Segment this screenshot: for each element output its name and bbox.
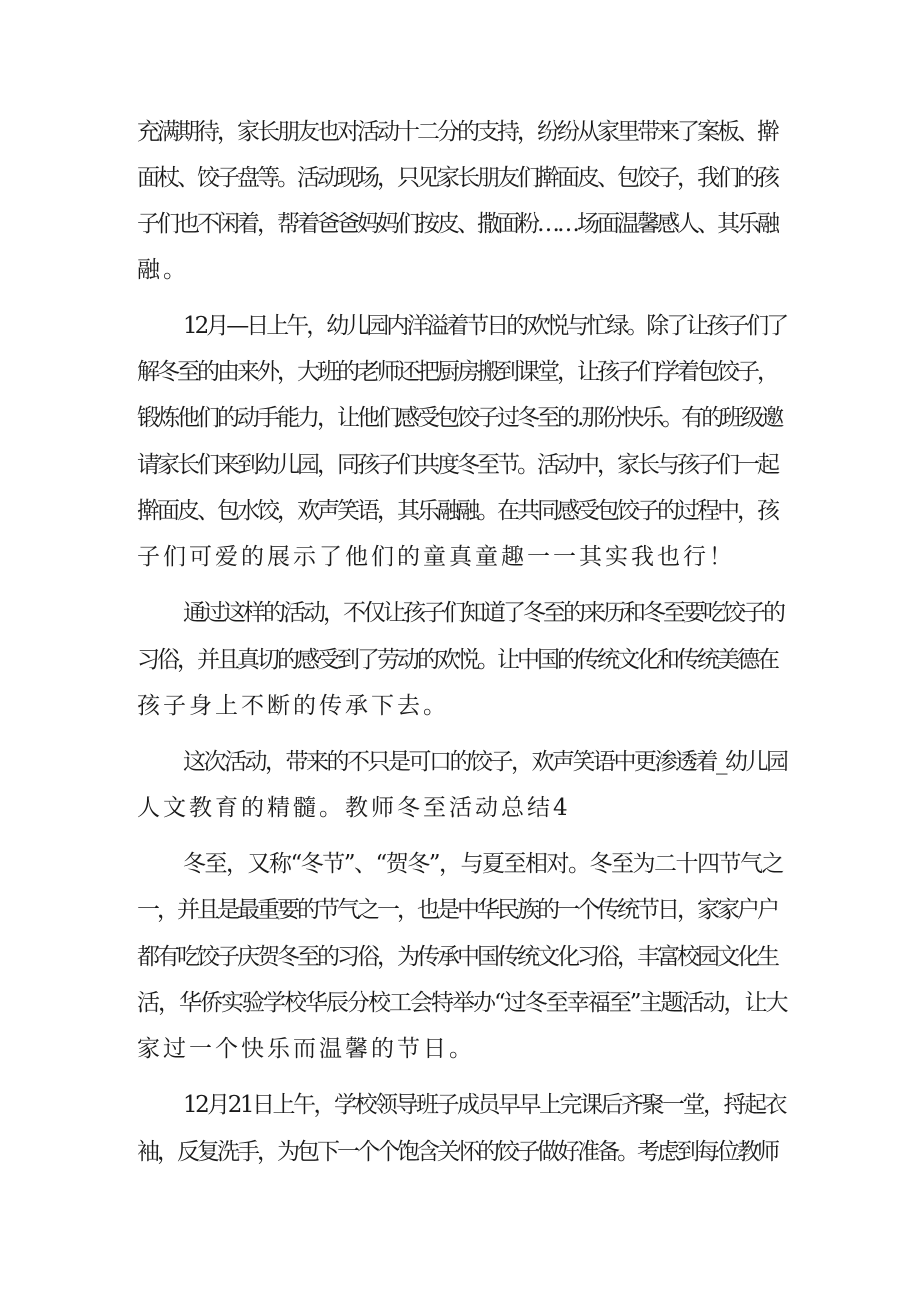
text-line: 通过这样的活动，不仅让孩子们知道了冬至的来历和冬至要吃饺子的 — [183, 600, 783, 626]
text-line: 锻炼他们的动手能力，让他们感受包饺子过冬至的.那份快乐。有的班级邀 — [137, 405, 782, 431]
text-line: 袖，反复洗手，为包下一个个饱含关怀的饺子做好准备。考虑到每位教师 — [137, 1139, 777, 1165]
text-line: 面杖、饺子盘等。活动现场，只见家长朋友们擀面皮、包饺子，我们的孩 — [137, 165, 777, 191]
text-line: 冬至，又称“冬节”、“贺冬”，与夏至相对。冬至为二十四节气之 — [183, 851, 784, 877]
text-line: 12月—日上午，幼儿园内洋溢着节日的欢悦与忙绿。除了让孩子们了 — [183, 313, 787, 339]
text-line: 活，华侨实验学校华辰分校工会特举办“过冬至幸福至”主题活动，让大 — [137, 990, 787, 1016]
text-line: 家过一个快乐而温馨的节日。 — [137, 1036, 475, 1062]
text-line: 一，并且是最重要的节气之一，也是中华民族的一个传统节日，家家户户 — [137, 897, 777, 923]
text-line: 这次活动，带来的不只是可口的饺子，欢声笑语中更渗透着_幼儿园 — [183, 749, 787, 775]
text-line: 充满期待，家长朋友也对活动十二分的支持，纷纷从家里带来了案板、擀 — [137, 119, 777, 145]
text-line: 人文教育的精髓。教师冬至活动总结4 — [137, 795, 571, 821]
text-line: 请家长们来到幼儿园，同孩子们共度冬至节。活动中，家长与孩子们一起 — [137, 452, 777, 478]
text-line: 12月21日上午，学校领导班子成员早早上完课后齐聚一堂，捋起衣 — [183, 1092, 786, 1118]
text-line: 擀面皮、包水饺，欢声笑语，其乐融融。在共同感受包饺子的过程中，孩 — [137, 498, 777, 524]
text-line: 解冬至的由来外，大班的老师还把厨房搬到课堂，让孩子们学着包饺子， — [137, 359, 777, 385]
text-line: 都有吃饺子庆贺冬至的习俗，为传承中国传统文化习俗，丰富校园文化生 — [137, 944, 777, 970]
text-line: 习俗，并且真切的感受到了劳动的欢悦。让中国的传统文化和传统美德在 — [137, 647, 777, 673]
text-line: 子们也不闲着，帮着爸爸妈妈们按皮、撒面粉……场面温馨感人、其乐融 — [137, 211, 777, 237]
text-line: 融。 — [137, 257, 189, 283]
text-line: 孩子身上不断的传承下去。 — [137, 693, 449, 719]
text-line: 子们可爱的展示了他们的童真童趣一一其实我也行！ — [137, 544, 735, 570]
